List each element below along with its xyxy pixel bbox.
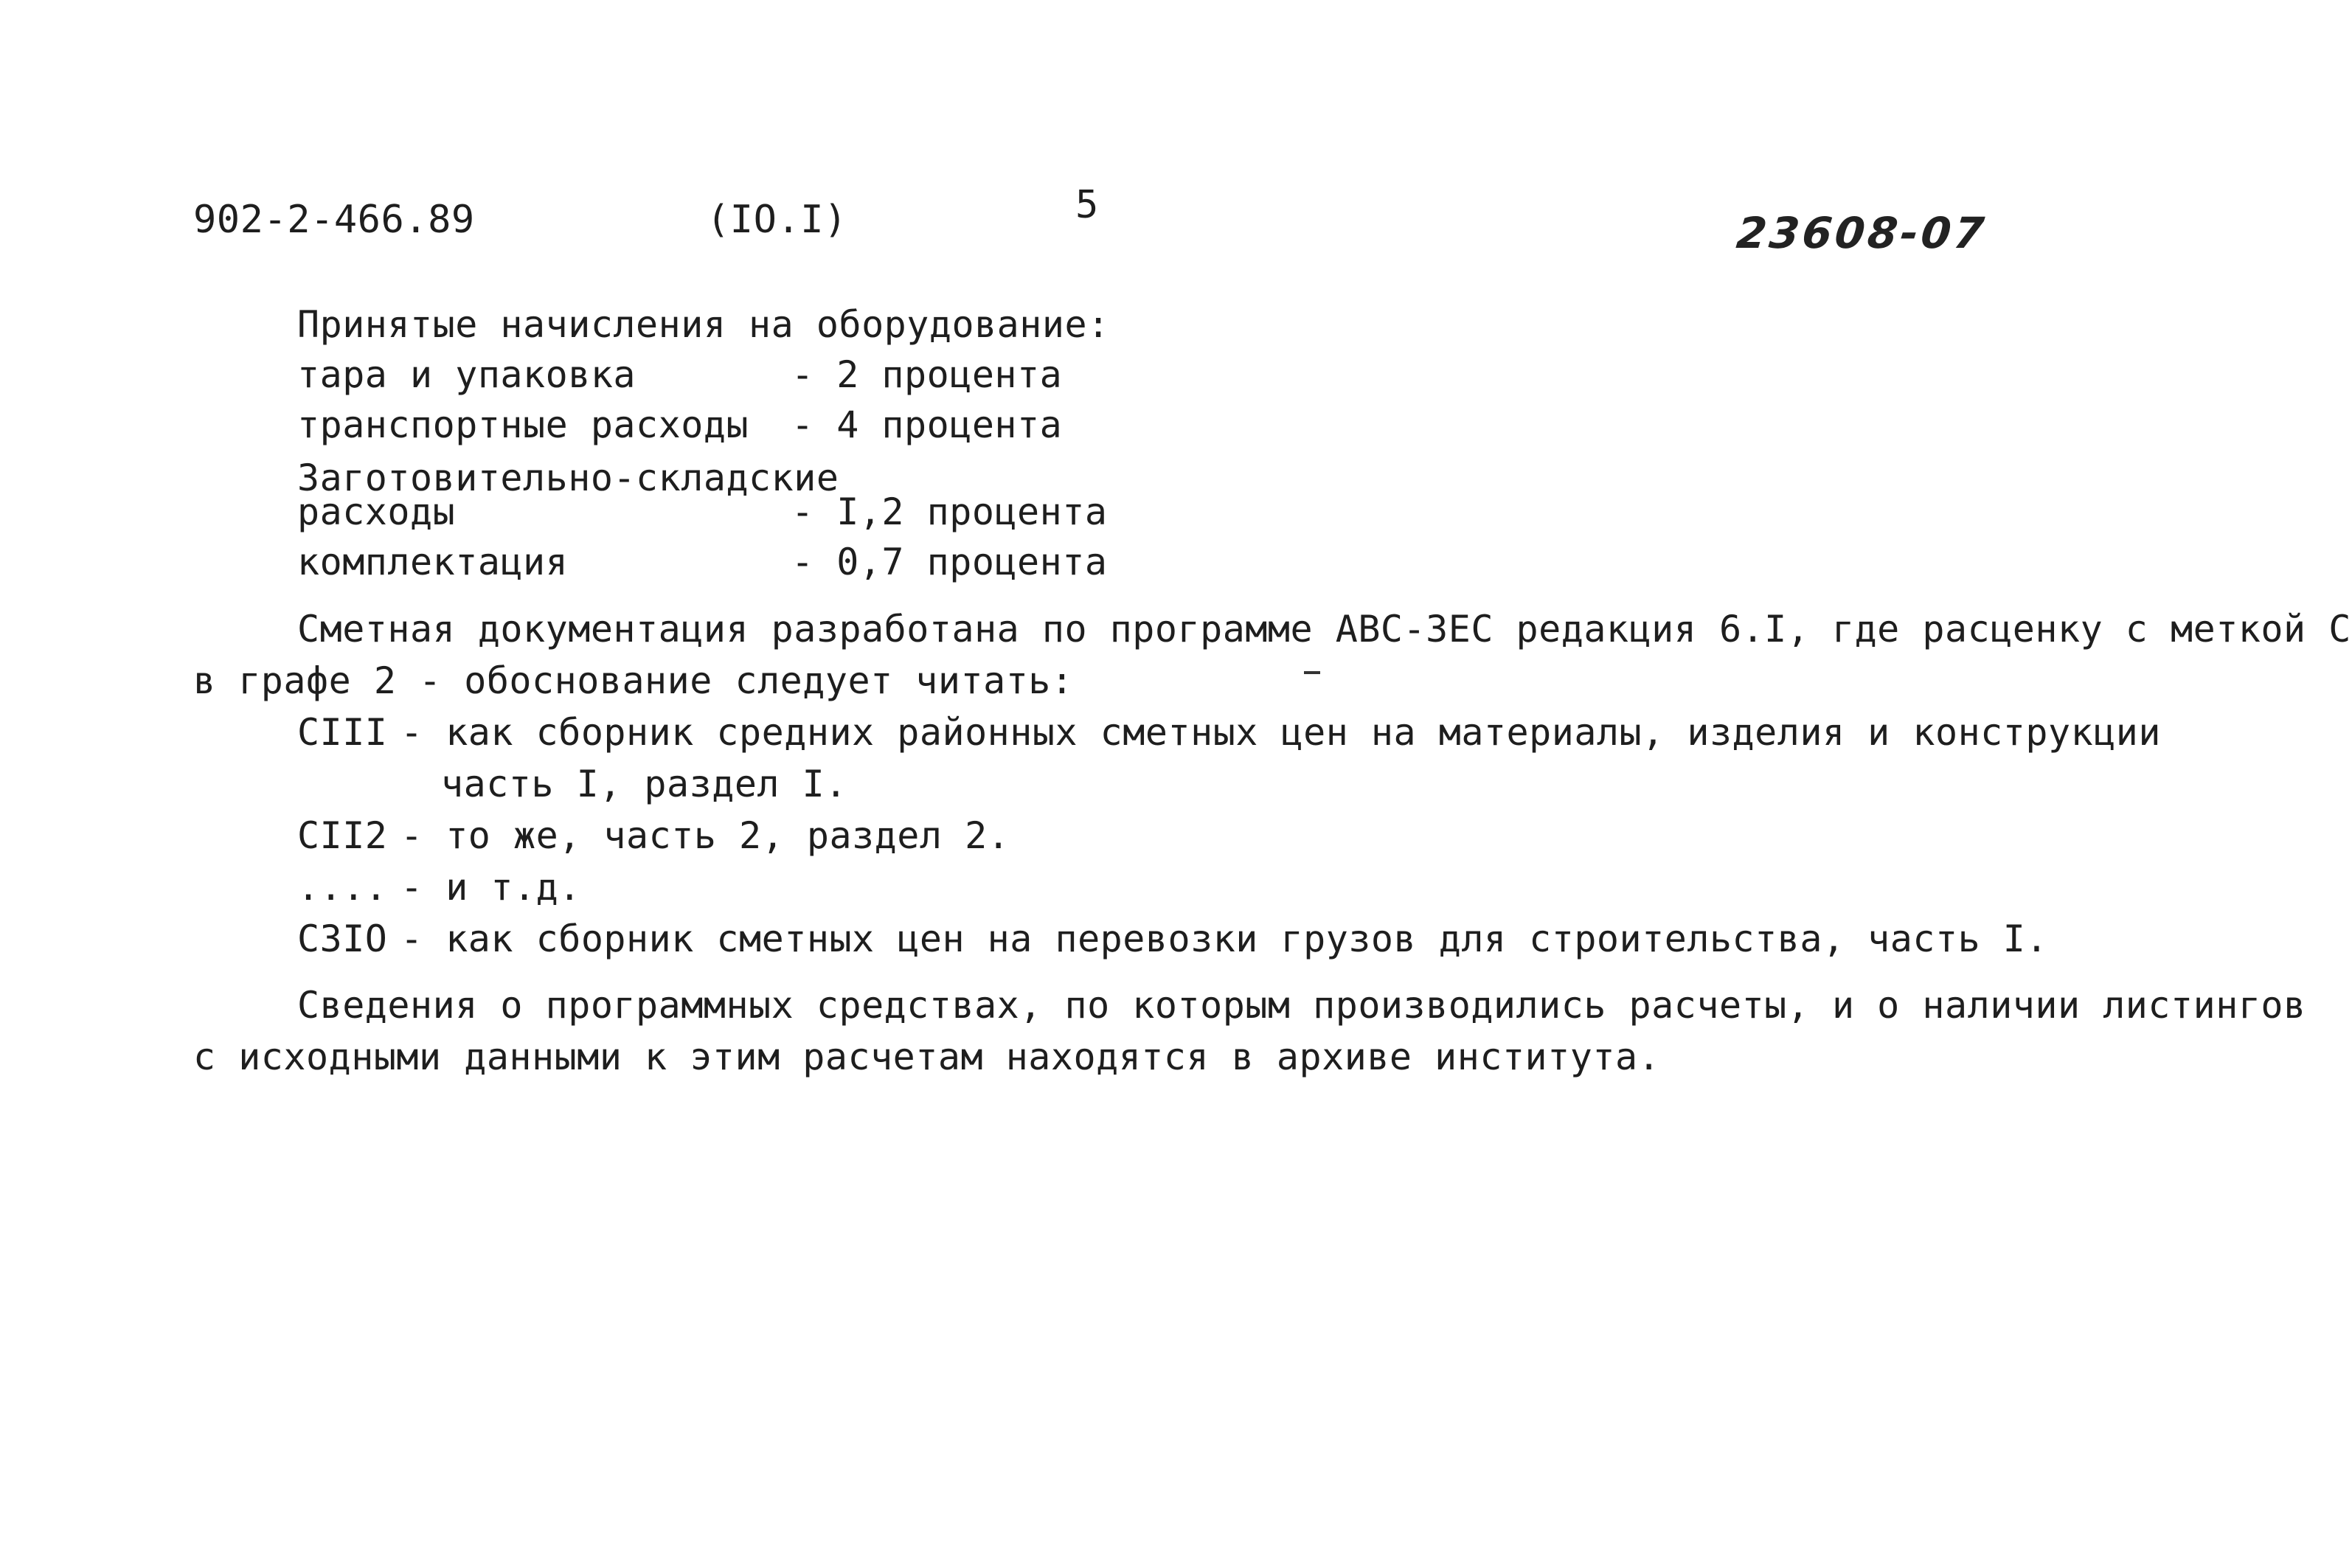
stray-mark: [1304, 671, 1320, 674]
estimate-intro-line: в графе 2 - обоснование следует читать:: [193, 659, 1074, 702]
code-description-continuation: часть I, раздел I.: [441, 763, 847, 805]
accrual-value: - 0,7 процента: [791, 541, 1108, 583]
accrual-label: тара и упаковка: [297, 353, 636, 396]
accruals-title: Принятые начисления на оборудование:: [297, 303, 1110, 346]
code-label: CII2: [297, 814, 388, 857]
code-label: CIII: [297, 711, 388, 754]
code-label: C3IO: [297, 917, 388, 960]
accrual-label: Заготовительно-складские: [297, 457, 839, 499]
accrual-value: - I,2 процента: [791, 490, 1108, 533]
page-number: 5: [1075, 183, 1099, 227]
accrual-label: транспортные расходы: [297, 403, 749, 446]
code-label: ....: [297, 866, 388, 909]
code-description: - и т.д.: [400, 866, 581, 909]
code-description: - как сборник средних районных сметных цен на материалы, изделия и конструкции: [400, 711, 2161, 754]
code-description: - как сборник сметных цен на перевозки грузов для строительства, часть I.: [400, 917, 2048, 960]
document-code: 902-2-466.89: [193, 198, 475, 242]
accrual-label-continuation: расходы: [297, 490, 456, 533]
software-note-line: Сведения о программных средствах, по которым производились расчеты, и о наличии листингов: [297, 984, 2306, 1027]
estimate-intro-line: Сметная документация разработана по программе АВС-ЗЕС редакция 6.I, где расценку с меткой С: [297, 608, 2351, 651]
code-description: - то же, часть 2, раздел 2.: [400, 814, 1010, 857]
section-number: (IO.I): [707, 198, 847, 242]
accrual-label: комплектация: [297, 541, 569, 583]
accrual-value: - 2 процента: [791, 353, 1063, 396]
software-note-line: с исходными данными к этим расчетам находятся в архиве института.: [193, 1035, 1661, 1078]
accrual-value: - 4 процента: [791, 403, 1063, 446]
stamp-number: 23608-07: [1734, 208, 1990, 258]
